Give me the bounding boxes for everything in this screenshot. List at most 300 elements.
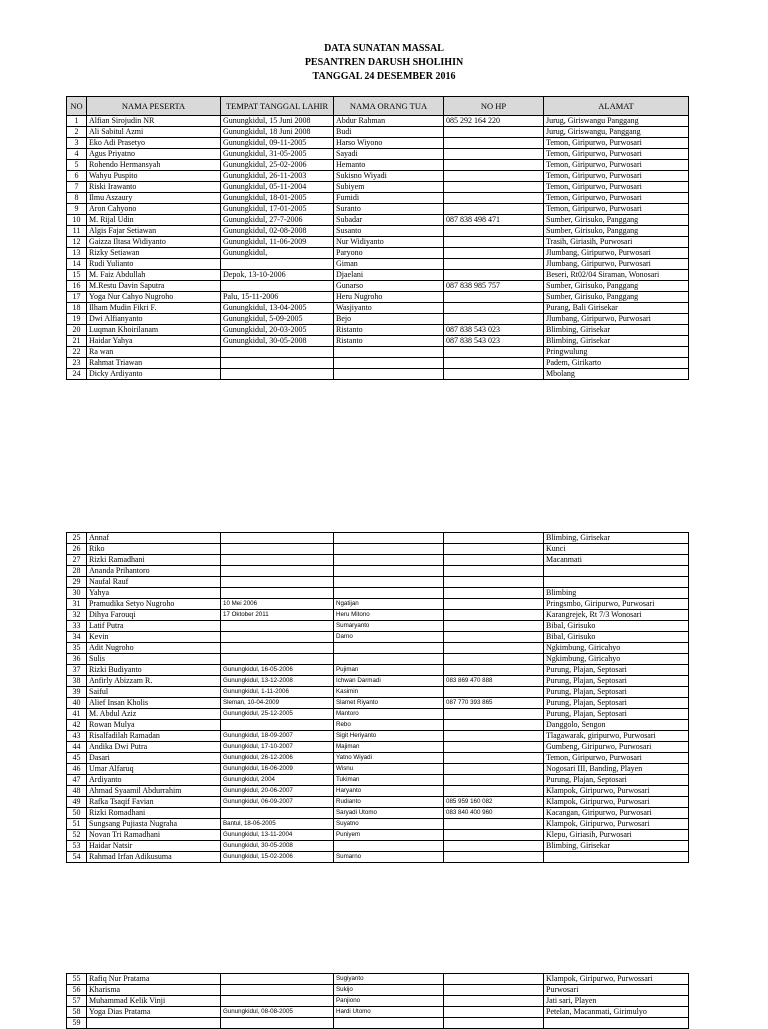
cell-alamat: Blimbing, Girisekar [544,336,689,347]
table-row [67,237,689,248]
cell-nama-orang-tua: Darno [334,632,444,643]
cell-nama-peserta: Ilham Mudin Fikri F. [87,303,221,314]
table-row [67,336,689,347]
cell-no: 7 [67,182,87,193]
cell-tempat-tanggal-lahir: Gunungkidul, 18 Juni 2008 [221,127,334,138]
cell-nama-peserta: Novan Tri Ramadhani [87,830,221,841]
cell-no: 20 [67,325,87,336]
cell-no: 36 [67,654,87,665]
cell-nama-orang-tua: Sayadi [334,149,444,160]
cell-nama-peserta: M. Abdul Aziz [87,709,221,720]
cell-alamat: Trasih, Giriasih, Purwosari [544,237,689,248]
cell-nama-peserta: Ilmu Aszaury [87,193,221,204]
column-header-nama-orang-tua: NAMA ORANG TUA [334,97,444,116]
cell-no-hp [444,182,544,193]
cell-tempat-tanggal-lahir [221,369,334,380]
cell-tempat-tanggal-lahir: Gunungkidul, 30-05-2008 [221,841,334,852]
cell-alamat: Purung, Plajan, Septosari [544,665,689,676]
cell-no-hp [444,775,544,786]
cell-nama-orang-tua: Panjiono [334,996,444,1007]
cell-nama-orang-tua [334,841,444,852]
cell-no: 50 [67,808,87,819]
cell-alamat: Kunci [544,544,689,555]
cell-tempat-tanggal-lahir [221,621,334,632]
cell-no-hp [444,259,544,270]
cell-tempat-tanggal-lahir [221,996,334,1007]
cell-alamat: Purang, Bali Girisekar [544,303,689,314]
cell-nama-peserta: Dwi Alfianyanto [87,314,221,325]
cell-no: 35 [67,643,87,654]
cell-no: 9 [67,204,87,215]
cell-alamat: Purung, Plajan, Septosari [544,676,689,687]
cell-no-hp [444,248,544,259]
cell-tempat-tanggal-lahir [221,632,334,643]
cell-nama-peserta: Agus Priyatno [87,149,221,160]
cell-tempat-tanggal-lahir: Gunungkidul, 09-11-2005 [221,138,334,149]
table-row [67,149,689,160]
cell-nama-orang-tua [334,533,444,544]
cell-tempat-tanggal-lahir: Gunungkidul, 08-08-2005 [221,1007,334,1018]
cell-nama-orang-tua: Budi [334,127,444,138]
cell-nama-peserta: Rizki Ramadhani [87,555,221,566]
cell-no-hp [444,171,544,182]
cell-no-hp: 087 838 985 757 [444,281,544,292]
table-row [67,259,689,270]
cell-nama-orang-tua: Ristanto [334,336,444,347]
cell-no-hp [444,1018,544,1029]
cell-alamat: Jurug, Giriswangu Panggang [544,116,689,127]
cell-no: 21 [67,336,87,347]
cell-nama-peserta: Alief Insan Kholis [87,698,221,709]
cell-alamat: Ngkimbung, Giricahyo [544,643,689,654]
cell-no-hp [444,764,544,775]
cell-tempat-tanggal-lahir: Gunungkidul, 05-11-2004 [221,182,334,193]
cell-alamat: Bibal, Girisuko [544,621,689,632]
cell-nama-peserta: Ali Sabitul Azmi [87,127,221,138]
column-header-alamat: ALAMAT [544,97,689,116]
cell-nama-orang-tua [334,1018,444,1029]
cell-no: 22 [67,347,87,358]
cell-alamat: Jlumbang, Giripurwo, Purwosari [544,314,689,325]
cell-no-hp: 087 838 543 023 [444,336,544,347]
cell-no-hp [444,226,544,237]
cell-alamat: Jati sari, Playen [544,996,689,1007]
cell-nama-orang-tua: Suyatno [334,819,444,830]
cell-nama-orang-tua: Paryono [334,248,444,259]
cell-tempat-tanggal-lahir: Gunungkidul, 17-10-2007 [221,742,334,753]
cell-nama-orang-tua: Slamet Riyanto [334,698,444,709]
cell-nama-peserta: Ra wan [87,347,221,358]
cell-alamat: Temon, Giripurwo, Purwosari [544,753,689,764]
cell-nama-peserta: Rafiq Nur Pratama [87,974,221,985]
cell-no-hp [444,621,544,632]
table-row [67,775,689,786]
cell-nama-orang-tua: Heru Mitono [334,610,444,621]
cell-tempat-tanggal-lahir: Gunungkidul, 13-12-2008 [221,676,334,687]
cell-alamat: Temon, Giripurwo, Purwosari [544,149,689,160]
cell-nama-orang-tua: Wisnu [334,764,444,775]
cell-alamat: Karangrejek, Rt 7/3 Wonosari [544,610,689,621]
table-row [67,182,689,193]
cell-nama-peserta: Anfirly Abizzam R. [87,676,221,687]
cell-tempat-tanggal-lahir: Gunungkidul, 17-01-2005 [221,204,334,215]
cell-no: 12 [67,237,87,248]
cell-no: 2 [67,127,87,138]
column-header-no-hp: NO HP [444,97,544,116]
cell-nama-peserta: M.Restu Davin Saputra [87,281,221,292]
cell-no-hp [444,303,544,314]
cell-nama-peserta: Luqman Khoirilanam [87,325,221,336]
cell-nama-peserta: Rohendo Hermansyah [87,160,221,171]
cell-no-hp [444,643,544,654]
cell-alamat: Temon, Giripurwo, Purwosari [544,182,689,193]
cell-nama-peserta: Kharisma [87,985,221,996]
table-row [67,632,689,643]
cell-nama-orang-tua: Hardi Utomo [334,1007,444,1018]
cell-tempat-tanggal-lahir: Sleman, 10-04-2009 [221,698,334,709]
cell-nama-orang-tua [334,654,444,665]
cell-tempat-tanggal-lahir [221,643,334,654]
table-row [67,753,689,764]
cell-nama-orang-tua: Fumidi [334,193,444,204]
cell-alamat: Petelan, Macanmati, Girimulyo [544,1007,689,1018]
cell-no: 15 [67,270,87,281]
table-header-row [67,97,689,116]
cell-nama-peserta: Alfian Sirojudin NR [87,116,221,127]
cell-alamat: Mbolang [544,369,689,380]
cell-tempat-tanggal-lahir: Gunungkidul, 11-06-2009 [221,237,334,248]
table-row [67,303,689,314]
cell-no-hp [444,566,544,577]
cell-nama-orang-tua: Harso Wiyono [334,138,444,149]
cell-no: 52 [67,830,87,841]
cell-no-hp [444,819,544,830]
cell-nama-peserta: Ananda Prihantoro [87,566,221,577]
cell-tempat-tanggal-lahir [221,281,334,292]
cell-tempat-tanggal-lahir: 10 Mei 2006 [221,599,334,610]
cell-alamat: Sumber, Girisuko, Panggang [544,226,689,237]
cell-alamat: Klampok, Giripurwo, Purwosari [544,786,689,797]
cell-no-hp [444,555,544,566]
cell-no: 31 [67,599,87,610]
table-row [67,643,689,654]
cell-alamat: Ngkimbung, Giricahyo [544,654,689,665]
cell-nama-peserta: M. Faiz Abdullah [87,270,221,281]
cell-nama-peserta: Wahyu Puspito [87,171,221,182]
cell-nama-peserta: M. Rijal Udin [87,215,221,226]
table-row [67,764,689,775]
cell-alamat [544,577,689,588]
table-row [67,985,689,996]
cell-nama-peserta: Rudi Yulianto [87,259,221,270]
cell-tempat-tanggal-lahir: Gunungkidul, 13-04-2005 [221,303,334,314]
cell-nama-peserta: Sungsang Pujiasta Nugraha [87,819,221,830]
cell-no-hp [444,292,544,303]
cell-no-hp [444,985,544,996]
table-row [67,171,689,182]
cell-alamat: Padem, Girikarto [544,358,689,369]
cell-nama-peserta: Yoga Nur Cahyo Nugroho [87,292,221,303]
cell-alamat: Jurug, Giriswangu, Panggang [544,127,689,138]
cell-tempat-tanggal-lahir: Gunungkidul, 2004 [221,775,334,786]
cell-no: 28 [67,566,87,577]
cell-nama-peserta: Rizky Setiawan [87,248,221,259]
cell-nama-orang-tua: Rebo [334,720,444,731]
cell-nama-peserta: Ahmad Syaamil Abdurrahim [87,786,221,797]
cell-alamat: Klampok, Giripurwo, Purwossari [544,974,689,985]
cell-no-hp: 083 840 400 960 [444,808,544,819]
cell-nama-peserta: Andika Dwi Putra [87,742,221,753]
cell-no: 4 [67,149,87,160]
table-row [67,325,689,336]
table-row [67,292,689,303]
cell-no: 38 [67,676,87,687]
cell-no: 39 [67,687,87,698]
cell-alamat: Sumber, Girisuko, Panggang [544,292,689,303]
cell-no-hp [444,841,544,852]
document-date: TANGGAL 24 DESEMBER 2016 [312,71,456,82]
cell-no-hp [444,709,544,720]
cell-no: 11 [67,226,87,237]
table-row [67,610,689,621]
cell-tempat-tanggal-lahir [221,974,334,985]
table-row [67,974,689,985]
cell-alamat: Temon, Giripurwo, Purwosari [544,204,689,215]
cell-no: 10 [67,215,87,226]
cell-no: 16 [67,281,87,292]
cell-nama-peserta: Rahmad Irfan Adikusuma [87,852,221,863]
table-row [67,160,689,171]
cell-nama-orang-tua: Sumarno [334,852,444,863]
table-row [67,665,689,676]
table-row [67,742,689,753]
cell-nama-peserta: Eko Adi Prasetyo [87,138,221,149]
table-row [67,720,689,731]
cell-no-hp: 087 838 543 023 [444,325,544,336]
cell-no: 19 [67,314,87,325]
cell-no-hp: 085 292 164 220 [444,116,544,127]
cell-nama-peserta: Aron Cahyono [87,204,221,215]
cell-tempat-tanggal-lahir: Gunungkidul, 18-01-2005 [221,193,334,204]
cell-no: 17 [67,292,87,303]
cell-no-hp [444,974,544,985]
cell-tempat-tanggal-lahir: Gunungkidul, 06-09-2007 [221,797,334,808]
cell-no: 46 [67,764,87,775]
cell-tempat-tanggal-lahir: Gunungkidul, 16-06-2009 [221,764,334,775]
cell-no: 48 [67,786,87,797]
cell-no-hp [444,830,544,841]
cell-alamat: Purung, Plajan, Septosari [544,775,689,786]
cell-tempat-tanggal-lahir: Gunungkidul, 13-11-2004 [221,830,334,841]
cell-no-hp [444,347,544,358]
cell-no: 18 [67,303,87,314]
cell-nama-peserta: Rizki Romadhani [87,808,221,819]
cell-alamat: Pringsmbo, Giripurwo, Purwosari [544,599,689,610]
cell-tempat-tanggal-lahir: Gunungkidul, 15 Juni 2008 [221,116,334,127]
cell-no: 40 [67,698,87,709]
cell-nama-peserta: Dicky Ardiyanto [87,369,221,380]
cell-nama-orang-tua: Djaelani [334,270,444,281]
cell-tempat-tanggal-lahir: Gunungkidul, 15-02-2006 [221,852,334,863]
cell-nama-peserta: Rowan Mulya [87,720,221,731]
cell-nama-peserta [87,1018,221,1029]
cell-no-hp [444,632,544,643]
cell-alamat: Purung, Plajan, Septosari [544,709,689,720]
table-row [67,830,689,841]
cell-nama-peserta: Ardiyanto [87,775,221,786]
cell-nama-orang-tua: Ngatijan [334,599,444,610]
table-row [67,204,689,215]
cell-tempat-tanggal-lahir: Gunungkidul, 26-12-2006 [221,753,334,764]
cell-tempat-tanggal-lahir: Gunungkidul, 1-11-2006 [221,687,334,698]
cell-alamat: Klampok, Giripurwo, Purwosari [544,819,689,830]
table-row [67,676,689,687]
cell-no-hp [444,786,544,797]
table-row [67,819,689,830]
table-row [67,215,689,226]
cell-no-hp [444,193,544,204]
cell-nama-orang-tua [334,358,444,369]
cell-no: 57 [67,996,87,1007]
cell-nama-peserta: Pramudika Setyo Nugroho [87,599,221,610]
cell-nama-orang-tua: Sukisno Wiyadi [334,171,444,182]
cell-no-hp [444,665,544,676]
cell-no-hp [444,996,544,1007]
table-row [67,116,689,127]
cell-nama-orang-tua: Rudianto [334,797,444,808]
cell-nama-peserta: Dihya Farouqi [87,610,221,621]
cell-nama-orang-tua: Subadar [334,215,444,226]
cell-no-hp [444,599,544,610]
cell-nama-orang-tua: Haryanto [334,786,444,797]
cell-no: 13 [67,248,87,259]
cell-nama-orang-tua: Nur Widiyanto [334,237,444,248]
cell-no: 53 [67,841,87,852]
cell-nama-peserta: Annaf [87,533,221,544]
cell-alamat: Blimbing, Girisekar [544,533,689,544]
cell-nama-orang-tua: Hemanto [334,160,444,171]
table-row [67,369,689,380]
cell-nama-peserta: Gaizza Iltasa Widiyanto [87,237,221,248]
cell-tempat-tanggal-lahir [221,577,334,588]
cell-no: 55 [67,974,87,985]
cell-no-hp: 083 869 470 888 [444,676,544,687]
table-row [67,654,689,665]
cell-nama-peserta: Saiful [87,687,221,698]
column-header-nama-peserta: NAMA PESERTA [87,97,221,116]
cell-alamat: Sumber, Girisuko, Panggang [544,215,689,226]
cell-nama-orang-tua: Sigit Heriyanto [334,731,444,742]
cell-tempat-tanggal-lahir: Gunungkidul, 30-05-2008 [221,336,334,347]
cell-nama-orang-tua: Bejo [334,314,444,325]
cell-tempat-tanggal-lahir: Depok, 13-10-2006 [221,270,334,281]
table-row [67,314,689,325]
cell-nama-peserta: Sulis [87,654,221,665]
cell-no: 24 [67,369,87,380]
cell-alamat: Nogosari III, Banding, Playen [544,764,689,775]
cell-tempat-tanggal-lahir: Gunungkidul, 5-09-2005 [221,314,334,325]
cell-tempat-tanggal-lahir [221,347,334,358]
cell-no-hp [444,127,544,138]
table-row [67,1007,689,1018]
table-row [67,347,689,358]
cell-no: 47 [67,775,87,786]
cell-nama-orang-tua: Sugiyanto [334,974,444,985]
cell-nama-peserta: Adit Nugroho [87,643,221,654]
cell-tempat-tanggal-lahir: Gunungkidul, 25-02-2006 [221,160,334,171]
cell-no: 5 [67,160,87,171]
cell-tempat-tanggal-lahir [221,555,334,566]
cell-nama-orang-tua: Sukijo [334,985,444,996]
cell-alamat: Jlumbang, Giripurwo, Purwosari [544,259,689,270]
cell-no-hp [444,533,544,544]
table-row [67,797,689,808]
table-row [67,687,689,698]
cell-no-hp [444,731,544,742]
cell-alamat [544,1018,689,1029]
cell-no-hp [444,610,544,621]
cell-tempat-tanggal-lahir [221,544,334,555]
cell-no-hp [444,204,544,215]
cell-alamat: Temon, Giripurwo, Purwosari [544,171,689,182]
cell-nama-orang-tua: Giman [334,259,444,270]
table-row [67,698,689,709]
table-row [67,555,689,566]
table-row [67,996,689,1007]
cell-alamat: Jlumbang, Giripurwo, Purwosari [544,248,689,259]
cell-tempat-tanggal-lahir [221,358,334,369]
cell-nama-orang-tua [334,588,444,599]
cell-no: 49 [67,797,87,808]
cell-nama-orang-tua: Subiyem [334,182,444,193]
table-row [67,248,689,259]
cell-no: 8 [67,193,87,204]
cell-no: 30 [67,588,87,599]
cell-nama-peserta: Umar Alfaruq [87,764,221,775]
table-row [67,281,689,292]
cell-tempat-tanggal-lahir [221,259,334,270]
cell-tempat-tanggal-lahir: Gunungkidul, 20-06-2007 [221,786,334,797]
cell-no-hp [444,369,544,380]
cell-no-hp: 087 770 393 865 [444,698,544,709]
cell-alamat: Blimbing [544,588,689,599]
table-row [67,852,689,863]
participants-table-block-1 [66,96,689,380]
cell-alamat: Purwosari [544,985,689,996]
cell-no-hp: 087 838 498 471 [444,215,544,226]
cell-alamat: Sumber, Girisuko, Panggang [544,281,689,292]
cell-nama-orang-tua: Suranto [334,204,444,215]
cell-nama-orang-tua: Saryadi Utomo [334,808,444,819]
cell-no-hp [444,753,544,764]
table-row [67,533,689,544]
cell-nama-peserta: Yoga Dias Pratama [87,1007,221,1018]
table-row [67,731,689,742]
cell-alamat: Pringwulung [544,347,689,358]
cell-nama-orang-tua: Gunarso [334,281,444,292]
cell-nama-peserta: Riski Irawanto [87,182,221,193]
table-row [67,544,689,555]
cell-nama-orang-tua: Tukiman [334,775,444,786]
cell-no: 41 [67,709,87,720]
cell-nama-orang-tua [334,577,444,588]
cell-no: 43 [67,731,87,742]
table-row [67,599,689,610]
table-row [67,808,689,819]
cell-alamat: Beseri, Rt02/04 Siraman, Wonosari [544,270,689,281]
table-row [67,193,689,204]
cell-no-hp [444,270,544,281]
